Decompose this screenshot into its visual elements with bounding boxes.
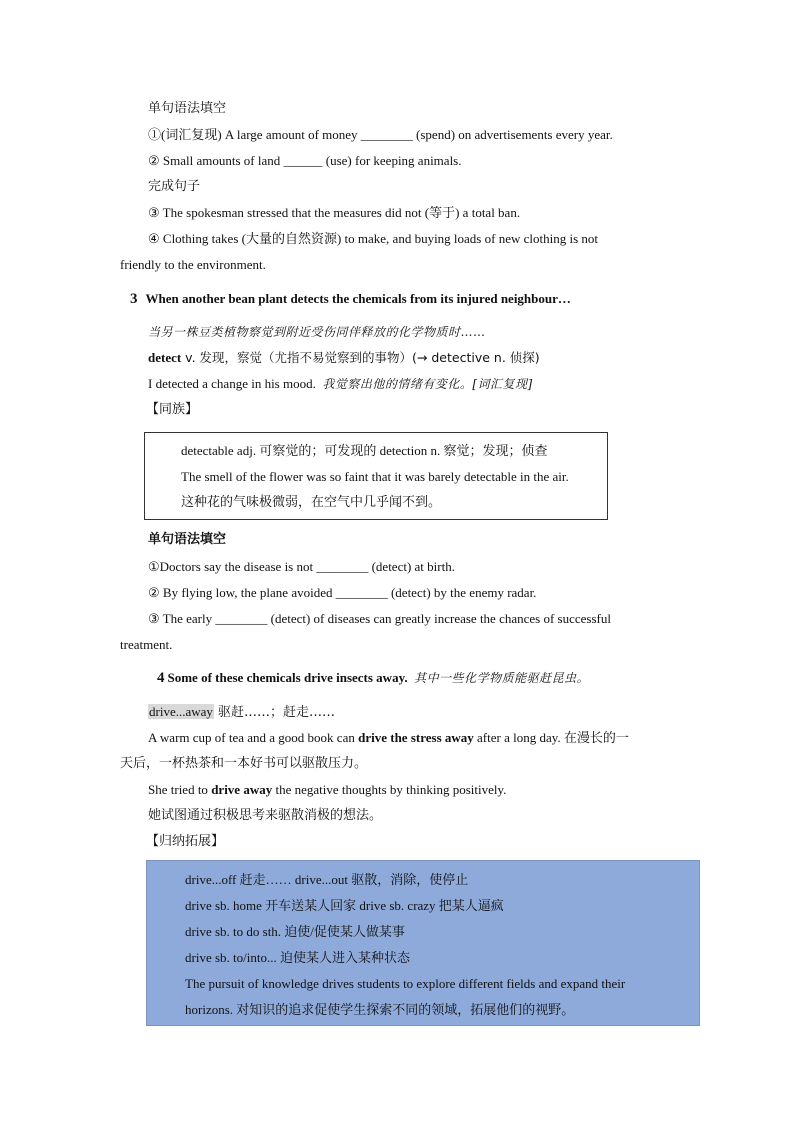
phrase-example-2-zh: 她试图通过积极思考来驱散消极的想法。	[148, 808, 383, 823]
ex2-phrase: drive away	[211, 782, 273, 797]
ex2-part-a: She tried to	[148, 782, 212, 797]
expansion-line-6: horizons. 对知识的追求促使学生探索不同的领域，拓展他们的视野。	[185, 1002, 575, 1017]
phrase-entry	[148, 702, 335, 723]
box-line-1: detectable adj. 可察觉的；可发现的 detection n. 察觉；发现；侦查	[181, 443, 548, 458]
expansion-line-3: drive sb. to do sth. 迫使/促使某人做某事	[185, 924, 405, 939]
phrase-example-1	[148, 728, 629, 748]
expansion-line-1: drive...off 赶走…… drive...out 驱散，消除，使停止	[185, 872, 469, 887]
ex1-part-a: A warm cup of tea and a good book can	[148, 730, 359, 745]
word-definition	[148, 348, 540, 368]
exercise-item-2: ② Small amounts of land ______ (use) for keeping animals.	[148, 153, 462, 168]
heading-grammar-fill-2: 单句语法填空	[148, 532, 227, 547]
headword-definition: v. 发现，察觉（尤指不易觉察到的事物）(→ detective n. 侦探)	[181, 350, 540, 365]
heading-grammar-fill: 单句语法填空	[148, 101, 227, 116]
section-4-translation: 其中一些化学物质能驱赶昆虫。	[414, 671, 590, 685]
section-number: 4	[157, 670, 165, 686]
family-label: 【同族】	[146, 402, 199, 417]
phrase-highlight: drive...away	[149, 704, 213, 719]
expansion-line-4: drive sb. to/into... 迫使某人进入某种状态	[185, 950, 410, 965]
exercise-detect-3-continued: treatment.	[120, 637, 173, 652]
example-sentence	[148, 374, 533, 394]
section-number: 3	[130, 291, 138, 307]
example-en: I detected a change in his mood.	[148, 376, 316, 391]
ex2-part-c: the negative thoughts by thinking positively.	[272, 782, 507, 797]
headword: detect	[148, 350, 182, 365]
section-3-title	[130, 289, 571, 309]
phrase-example-1-continued: 天后，一杯热茶和一本好书可以驱散压力。	[120, 756, 368, 771]
expansion-box	[146, 860, 700, 1026]
section-4-sentence: Some of these chemicals drive insects away.	[167, 670, 408, 685]
phrase-example-2	[148, 780, 506, 800]
expansion-line-5: The pursuit of knowledge drives students to explore different fields and expand their	[185, 976, 626, 991]
word-family-box	[144, 432, 608, 520]
expansion-line-2: drive sb. home 开车送某人回家 drive sb. crazy 把某人逼疯	[185, 898, 504, 913]
example-zh: 我觉察出他的情绪有变化。[词汇复现]	[322, 377, 533, 391]
exercise-item-1: ①(词汇复现) A large amount of money ________ (spend) on advertisements every year.	[148, 127, 613, 142]
section-4-title	[157, 668, 589, 688]
exercise-detect-3: ③ The early ________ (detect) of diseases can greatly increase the chances of successful	[148, 611, 611, 626]
ex1-phrase: drive the stress away	[358, 730, 474, 745]
exercise-item-3: ③ The spokesman stressed that the measures did not (等于) a total ban.	[148, 205, 521, 220]
exercise-item-4-continued: friendly to the environment.	[120, 257, 266, 272]
exercise-item-4: ④ Clothing takes (大量的自然资源) to make, and buying loads of new clothing is not	[148, 231, 598, 246]
exercise-detect-2: ② By flying low, the plane avoided ________ (detect) by the enemy radar.	[148, 585, 537, 600]
expand-label: 【归纳拓展】	[146, 834, 225, 849]
section-3-translation: 当另一株豆类植物察觉到附近受伤同伴释放的化学物质时……	[148, 325, 486, 339]
heading-complete-sentences: 完成句子	[148, 179, 201, 194]
section-3-sentence: When another bean plant detects the chemicals from its injured neighbour…	[145, 291, 571, 306]
ex1-part-c: after a long day. 在漫长的一	[473, 730, 629, 745]
box-line-2: The smell of the flower was so faint that it was barely detectable in the air.	[181, 469, 569, 484]
phrase-definition: 驱赶……；赶走……	[213, 705, 336, 720]
box-line-3: 这种花的气味极微弱，在空气中几乎闻不到。	[181, 495, 442, 510]
exercise-detect-1: ①Doctors say the disease is not ________ (detect) at birth.	[148, 559, 455, 574]
